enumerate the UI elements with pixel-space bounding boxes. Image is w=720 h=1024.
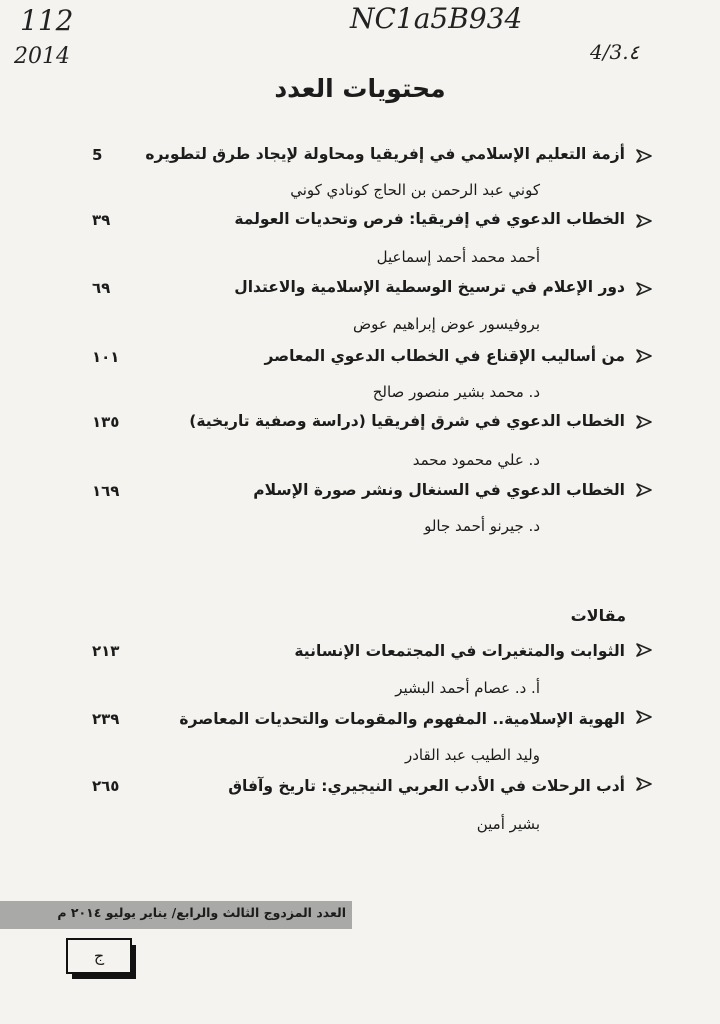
handwritten-catalog-number: NC1a5B934 bbox=[350, 2, 523, 35]
handwritten-number: 112 bbox=[20, 4, 74, 37]
page-title: محتويات العدد bbox=[274, 74, 446, 103]
entry-author: د. محمد بشير منصور صالح bbox=[372, 383, 540, 401]
arrow-bullet-icon bbox=[634, 709, 654, 725]
entry-page: 5 bbox=[92, 146, 103, 164]
page-number: ج bbox=[66, 938, 132, 974]
entry-title: الخطاب الدعوي في شرق إفريقيا (دراسة وصفية تاريخية) bbox=[189, 412, 625, 430]
entry-title: الثوابت والمتغيرات في المجتمعات الإنسانية bbox=[294, 642, 625, 660]
section-heading-articles: مقالات bbox=[570, 606, 626, 625]
entry-page: ٢٦٥ bbox=[92, 777, 120, 795]
entry-author: أحمد محمد أحمد إسماعيل bbox=[376, 248, 540, 266]
entry-title: الخطاب الدعوي في السنغال ونشر صورة الإسلام bbox=[253, 481, 625, 499]
arrow-bullet-icon bbox=[634, 776, 654, 792]
entry-author: د. علي محمود محمد bbox=[412, 451, 540, 469]
entry-page: ٦٩ bbox=[92, 279, 111, 297]
arrow-bullet-icon bbox=[634, 281, 654, 297]
entry-page: ١٠١ bbox=[92, 348, 120, 366]
entry-author: بروفيسور عوض إبراهيم عوض bbox=[353, 315, 540, 333]
arrow-bullet-icon bbox=[634, 482, 654, 498]
arrow-bullet-icon bbox=[634, 348, 654, 364]
entry-author: بشير أمين bbox=[476, 815, 540, 833]
entry-page: ١٣٥ bbox=[92, 413, 120, 431]
entry-author: كوني عبد الرحمن بن الحاج كونادي كوني bbox=[290, 181, 540, 199]
handwritten-year: 2014 bbox=[14, 44, 70, 69]
entry-title: من أساليب الإقناع في الخطاب الدعوي المعاصر bbox=[264, 347, 625, 365]
entry-page: ٣٩ bbox=[92, 211, 111, 229]
entry-title: الخطاب الدعوي في إفريقيا: فرص وتحديات العولمة bbox=[234, 210, 625, 228]
footer-issue-info: العدد المزدوج الثالث والرابع/ يناير يوليو ٢٠١٤ م bbox=[57, 905, 346, 920]
entry-title: الهوية الإسلامية.. المفهوم والمقومات والتحديات المعاصرة bbox=[179, 710, 625, 728]
entry-title: أدب الرحلات في الأدب العربي النيجيري: تاريخ وآفاق bbox=[228, 777, 625, 795]
entry-author: وليد الطيب عبد القادر bbox=[405, 746, 540, 764]
arrow-bullet-icon bbox=[634, 213, 654, 229]
arrow-bullet-icon bbox=[634, 414, 654, 430]
arrow-bullet-icon bbox=[634, 642, 654, 658]
arrow-bullet-icon bbox=[634, 148, 654, 164]
handwritten-date: 4/3.٤ bbox=[590, 40, 640, 64]
entry-page: ١٦٩ bbox=[92, 482, 120, 500]
entry-title: أزمة التعليم الإسلامي في إفريقيا ومحاولة لإيجاد طرق لتطويره bbox=[145, 145, 625, 163]
entry-author: د. جيرنو أحمد جالو bbox=[424, 517, 540, 535]
entry-author: أ. د. عصام أحمد البشير bbox=[395, 679, 540, 697]
entry-page: ٢١٣ bbox=[92, 642, 120, 660]
entry-page: ٢٣٩ bbox=[92, 710, 120, 728]
entry-title: دور الإعلام في ترسيخ الوسطية الإسلامية والاعتدال bbox=[234, 278, 625, 296]
